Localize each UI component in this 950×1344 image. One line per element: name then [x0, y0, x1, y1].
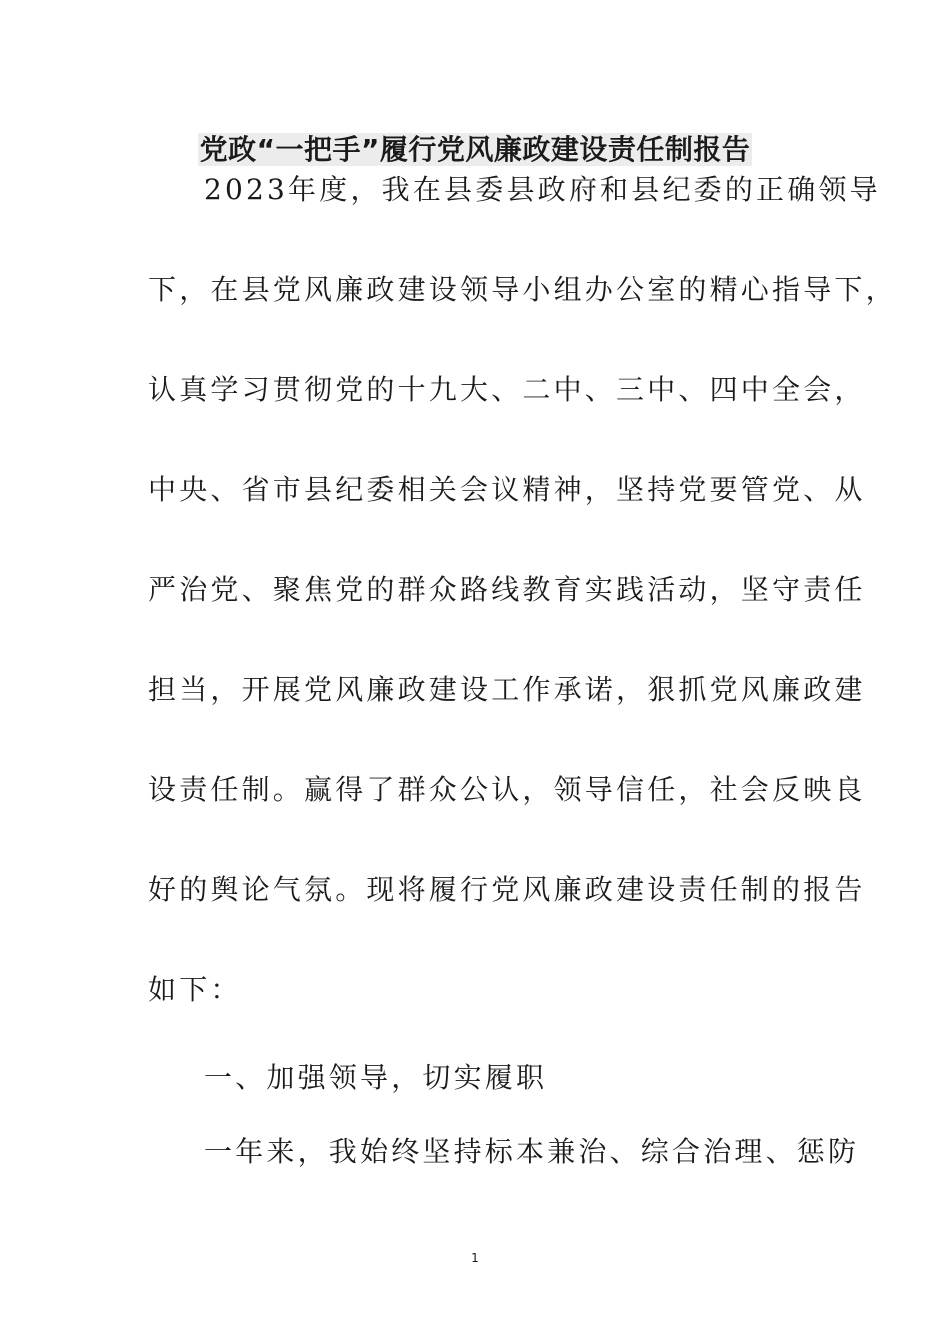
section-heading-1: 一、加强领导，切实履职 [204, 1061, 548, 1094]
paragraph-line-1: 2023年度，我在县委县政府和县纪委的正确领导 [204, 173, 881, 206]
document-title [0, 132, 950, 168]
paragraph-line-2: 下，在县党风廉政建设领导小组办公室的精心指导下， [148, 273, 897, 306]
page-number: 1 [471, 1251, 479, 1265]
paragraph-line-9: 如下： [148, 973, 242, 1006]
paragraph-line-4: 中央、省市县纪委相关会议精神，坚持党要管党、从 [148, 473, 866, 506]
paragraph-line-10: 一年来，我始终坚持标本兼治、综合治理、惩防 [204, 1135, 860, 1168]
paragraph-line-6: 担当，开展党风廉政建设工作承诺，狠抓党风廉政建 [148, 673, 866, 706]
paragraph-line-3: 认真学习贯彻党的十九大、二中、三中、四中全会， [148, 373, 866, 406]
paragraph-line-5: 严治党、聚焦党的群众路线教育实践活动，坚守责任 [148, 573, 866, 606]
paragraph-line-7: 设责任制。赢得了群众公认，领导信任，社会反映良 [148, 773, 866, 806]
paragraph-line-8: 好的舆论气氛。现将履行党风廉政建设责任制的报告 [148, 873, 866, 906]
document-title-text: 党政“一把手”履行党风廉政建设责任制报告 [199, 133, 751, 166]
